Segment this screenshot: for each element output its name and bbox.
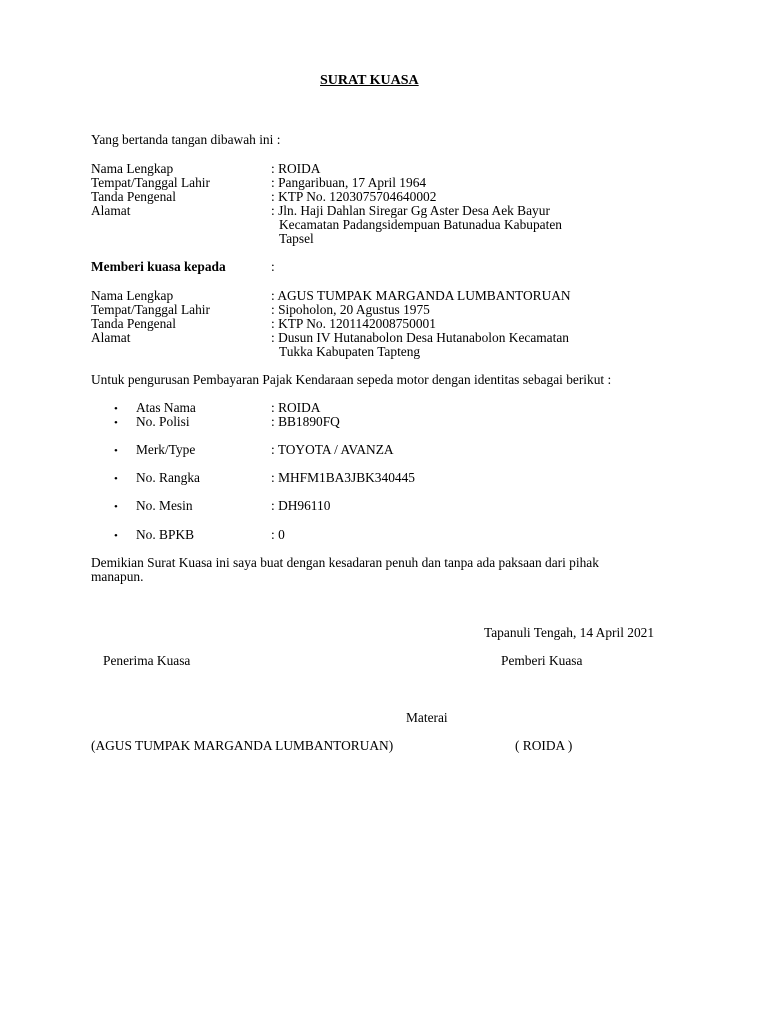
grantor-address-label: Alamat (91, 203, 131, 218)
vehicle-label: No. BPKB (136, 527, 195, 542)
closing-text-line2: manapun. (91, 569, 144, 584)
receiver-name: (AGUS TUMPAK MARGANDA LUMBANTORUAN) (91, 738, 394, 753)
list-bullet: • (114, 403, 118, 415)
grantor-address-line1: : Jln. Haji Dahlan Siregar Gg Aster Desa Aek Bayur (271, 203, 550, 218)
grantee-name-label: Nama Lengkap (91, 288, 174, 303)
grantor-name-value: : ROIDA (271, 161, 321, 176)
vehicle-value: : DH96110 (271, 498, 331, 513)
grantee-name-value: : AGUS TUMPAK MARGANDA LUMBANTORUAN (271, 288, 571, 303)
list-bullet: • (114, 445, 118, 457)
receiver-label: Penerima Kuasa (103, 653, 191, 668)
vehicle-label: No. Polisi (136, 414, 190, 429)
grantee-address-label: Alamat (91, 330, 131, 345)
intro-text: Yang bertanda tangan dibawah ini : (91, 132, 281, 147)
grantee-id-value: : KTP No. 1201142008750001 (271, 316, 436, 331)
grantee-id-label: Tanda Pengenal (91, 316, 176, 331)
list-bullet: • (114, 417, 118, 429)
grant-heading: Memberi kuasa kepada (91, 259, 226, 274)
grantor-address-line2: Kecamatan Padangsidempuan Batunadua Kabupaten (279, 217, 562, 232)
place-date: Tapanuli Tengah, 14 April 2021 (484, 625, 655, 640)
grantee-birth-value: : Sipoholon, 20 Agustus 1975 (271, 302, 430, 317)
vehicle-value: : MHFM1BA3JBK340445 (271, 470, 415, 485)
vehicle-label: No. Mesin (136, 498, 193, 513)
purpose-text: Untuk pengurusan Pembayaran Pajak Kendaraan sepeda motor dengan identitas sebagai berikut : (91, 372, 612, 387)
grantor-name-label: Nama Lengkap (91, 161, 174, 176)
giver-name: ( ROIDA ) (515, 738, 573, 753)
list-bullet: • (114, 501, 118, 513)
grantee-address-line1: : Dusun IV Hutanabolon Desa Hutanabolon Kecamatan (271, 330, 569, 345)
closing-text-line1: Demikian Surat Kuasa ini saya buat dengan kesadaran penuh dan tanpa ada paksaan dari pihak (91, 555, 599, 570)
stamp-label: Materai (406, 710, 448, 725)
vehicle-value: : TOYOTA / AVANZA (271, 442, 394, 457)
vehicle-label: Atas Nama (136, 400, 196, 415)
grantor-id-label: Tanda Pengenal (91, 189, 176, 204)
grantor-birth-value: : Pangaribuan, 17 April 1964 (271, 175, 427, 190)
giver-label: Pemberi Kuasa (501, 653, 583, 668)
grantee-birth-label: Tempat/Tanggal Lahir (91, 302, 210, 317)
grantor-birth-label: Tempat/Tanggal Lahir (91, 175, 210, 190)
vehicle-label: No. Rangka (136, 470, 200, 485)
document-title: SURAT KUASA (320, 73, 419, 88)
vehicle-value: : 0 (271, 527, 285, 542)
grantor-id-value: : KTP No. 1203075704640002 (271, 189, 437, 204)
grantor-address-line3: Tapsel (279, 231, 314, 246)
vehicle-label: Merk/Type (136, 442, 196, 457)
vehicle-value: : BB1890FQ (271, 414, 340, 429)
list-bullet: • (114, 473, 118, 485)
list-bullet: • (114, 530, 118, 542)
vehicle-value: : ROIDA (271, 400, 321, 415)
grantee-address-line2: Tukka Kabupaten Tapteng (279, 344, 421, 359)
grant-colon: : (271, 259, 275, 274)
